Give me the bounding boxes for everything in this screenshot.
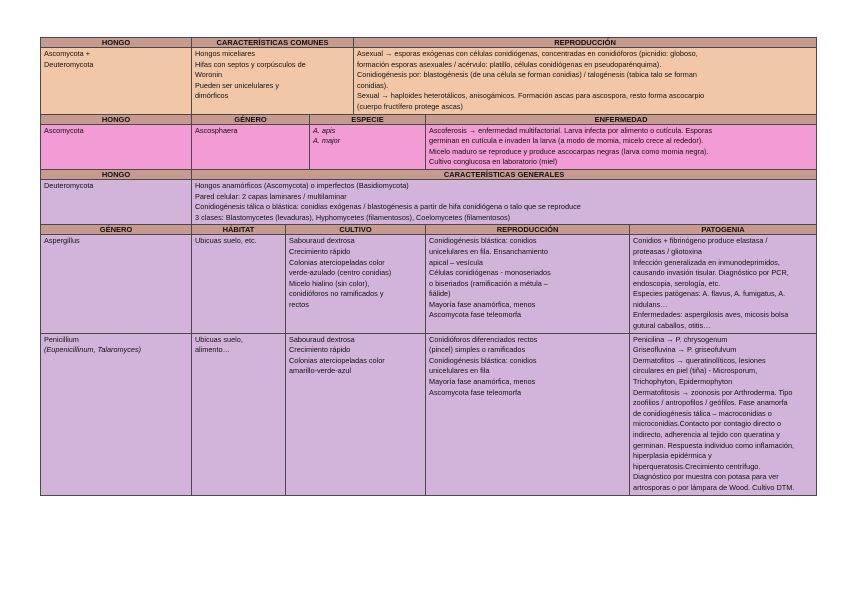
text-line: Pared celular: 2 capas laminares / multilaminar — [195, 191, 347, 201]
text-line: Micelo maduro se reproduce y produce ascocarpas negras (larva como momia negra). — [429, 146, 709, 156]
header-reproduccion: REPRODUCCIÓN — [354, 38, 817, 48]
text-line: Woronin — [195, 70, 223, 80]
hongo-line: Ascomycota + — [44, 49, 91, 58]
text-line: Dermatofitosis → zoonosis por Arthroderma. Tipo — [633, 387, 793, 397]
text-line: Ubicuas suelo, etc. — [195, 236, 257, 246]
text-line: Diagnóstico por muestra con potasa para ver — [633, 472, 779, 482]
text-line: Conidiogénesis tálica o blástica: conidias exógenas / blastogénesis a partir de hifa conidiógena o talo que se reproduce — [195, 202, 581, 212]
genero-name: Penicillium — [44, 334, 79, 344]
genero-cell — [41, 333, 192, 495]
caracteristicas-comunes-cell — [192, 48, 354, 115]
header-hongo: HONGO — [41, 169, 192, 179]
especie-line: A. apis — [313, 125, 336, 135]
text-line: Mayoría fase anamórfica, menos — [429, 377, 536, 387]
text-line: microconidias.Contacto por contagio directo o — [633, 419, 782, 429]
text-line: endoscopia, serología, etc. — [633, 278, 721, 288]
especie-cell — [310, 124, 426, 169]
text-line: Crecimiento rápido — [289, 345, 351, 355]
text-line: conidióforos no ramificados y — [289, 289, 384, 299]
patogenia-cell — [630, 333, 817, 495]
enfermedad-cell — [426, 124, 817, 169]
text-line: nidulans… — [633, 299, 668, 309]
especie-line: A. major — [313, 136, 341, 146]
table-row — [41, 235, 817, 333]
text-line: germinan. Respuesta individuo como inflamación, — [633, 440, 795, 450]
text-line: (pincel) simples o ramificados — [429, 345, 526, 355]
text-line: Infección generalizada en inmunodeprimidos, — [633, 257, 780, 267]
text-line: Dermatofitos → queratinolíticos, lesiones — [633, 355, 766, 365]
section3-header-row — [41, 169, 817, 179]
reproduccion-cell — [426, 235, 630, 333]
genero-name: Aspergillus — [44, 236, 80, 246]
genero-cell — [41, 235, 192, 333]
text-line: alimento… — [195, 345, 230, 355]
text-line: Cultivo conglucosa en laboratorio (miel) — [429, 157, 558, 167]
hongo-line: Deuteromycota — [44, 59, 94, 69]
text-line: Hifas con septos y corpúsculos de — [195, 59, 306, 69]
text-line: Sexual → haploides heterotálicos, anisogámicos. Formación ascas para ascospora, resto forma ascocarpio — [357, 91, 705, 101]
text-line: Asexual → esporas exógenas con células conidiógenas, concentradas en conidióforos (picnidio: globoso, — [357, 49, 698, 58]
section2-row — [41, 124, 817, 169]
text-line: Hongos anamórficos (Ascomycota) o imperfectos (Basidiomycota) — [195, 180, 409, 190]
text-line: rectos — [289, 299, 309, 309]
text-line: Células conidiógenas - monoseriados — [429, 268, 551, 278]
section3-row — [41, 179, 817, 224]
header-caracteristicas-generales: CARACTERÍSTICAS GENERALES — [192, 169, 817, 179]
text-line: (cuerpo fructífero protege ascas) — [357, 101, 463, 111]
text-line: amarillo-verde-azul — [289, 366, 352, 376]
text-line: dimórficos — [195, 91, 229, 101]
section1-header-row — [41, 38, 817, 48]
text-line: Colonias aterciopeladas color — [289, 355, 385, 365]
text-line: proteasas / gliotoxina — [633, 246, 702, 256]
cultivo-cell — [286, 235, 426, 333]
header-enfermedad: ENFERMEDAD — [426, 114, 817, 124]
text-line: conidias). — [357, 80, 389, 90]
header-hongo: HONGO — [41, 114, 192, 124]
header-genero: GÉNERO — [192, 114, 310, 124]
text-line: gutural caballos, otitis… — [633, 321, 711, 331]
text-line: Trichophyton, Epidermophyton — [633, 377, 733, 387]
genero-cell: Ascosphaera — [192, 124, 310, 169]
text-line: artrosporas o por lámpara de Wood. Cultivo DTM. — [633, 482, 795, 492]
text-line: Sabouraud dextrosa — [289, 334, 355, 344]
text-line: unicelulares en fila. Ensanchamiento — [429, 246, 548, 256]
text-line: Mayoría fase anamórfica, menos — [429, 299, 536, 309]
habitat-cell — [192, 235, 286, 333]
text-line: Pueden ser unicelulares y — [195, 80, 279, 90]
text-line: Ascomycota fase teleomorfa — [429, 387, 522, 397]
text-line: formación esporas asexuales / acérvulo: platillo, células conidiógenas en pseudoparénquima). — [357, 59, 662, 69]
text-line: Conidiogénesis por: blastogénesis (de una célula se forman conidias) / talogénesis (tabica talo se forman — [357, 70, 697, 80]
header-caracteristicas-comunes: CARACTERÍSTICAS COMUNES — [192, 38, 354, 48]
section2-header-row — [41, 114, 817, 124]
hongo-cell — [41, 48, 192, 115]
text-line: Micelo hialino (sin color), — [289, 278, 370, 288]
table-row — [41, 333, 817, 495]
genero-synonyms: (Eupenicillinum, Talaromyces) — [44, 345, 142, 355]
fungi-table — [40, 37, 817, 496]
header-patogenia: PATOGENIA — [630, 225, 817, 235]
text-line: 3 clases: Blastomycetes (levaduras), Hyphomycetes (filamentosos), Coelomycetes (filamentosos) — [195, 212, 511, 222]
text-line: o biseriados (ramificación a métula – — [429, 278, 548, 288]
text-line: indirecto, adherencia al tejido con queratina y — [633, 430, 780, 439]
text-line: Ascoferosis → enfermedad multifactorial. Larva infecta por alimento o cutícula. Esporas — [429, 125, 713, 135]
section4-header-row — [41, 225, 817, 235]
text-line: unicelulares en fila — [429, 366, 490, 376]
text-line: Crecimiento rápido — [289, 246, 351, 256]
cultivo-cell — [286, 333, 426, 495]
text-line: Conidios + fibrinógeno produce elastasa / — [633, 236, 768, 246]
header-cultivo: CULTIVO — [286, 225, 426, 235]
text-line: Hongos miceliares — [195, 49, 256, 58]
text-line: circulares en piel (tiña) - Microsporum, — [633, 366, 758, 376]
reproduccion-cell — [354, 48, 817, 115]
reproduccion-cell — [426, 333, 630, 495]
header-habitat: HÁBITAT — [192, 225, 286, 235]
text-line: hiperqueratosis.Crecimiento centrífugo. — [633, 461, 761, 471]
text-line: Colonias aterciopeladas color — [289, 257, 385, 267]
text-line: Ascomycota fase teleomorfa — [429, 310, 522, 320]
caracteristicas-generales-cell — [192, 179, 817, 224]
text-line: Ubicuas suelo, — [195, 334, 243, 344]
text-line: verde-azulado (centro conidias) — [289, 268, 392, 278]
text-line: Conidióforos diferenciados rectos — [429, 334, 538, 344]
text-line: Sabouraud dextrosa — [289, 236, 355, 246]
text-line: Griseofluvina → P. griseofulvum — [633, 345, 737, 355]
fungi-table-sheet — [40, 37, 816, 496]
section1-row — [41, 48, 817, 115]
text-line: Conidiogénesis blástica: conidios — [429, 355, 537, 365]
text-line: Penicilina → P. chrysogenum — [633, 334, 728, 344]
header-reproduccion: REPRODUCCIÓN — [426, 225, 630, 235]
text-line: Enfermedades: aspergilosis aves, micosis bolsa — [633, 310, 789, 320]
text-line: causando invasión tisular. Diagnóstico por PCR, — [633, 268, 789, 278]
text-line: Especies patógenas: A. flavus, A. fumigatus, A. — [633, 289, 786, 299]
habitat-cell — [192, 333, 286, 495]
text-line: Conidiogénesis blástica: conidios — [429, 236, 537, 246]
text-line: hiperplasia epidérmica y — [633, 451, 712, 461]
header-hongo: HONGO — [41, 38, 192, 48]
patogenia-cell — [630, 235, 817, 333]
text-line: zoofilios / antropofilos / geófilos. Fase anamorfa — [633, 398, 788, 408]
hongo-cell: Deuteromycota — [41, 179, 192, 224]
text-line: de conidiogénesis tálica – macroconidias o — [633, 408, 772, 418]
header-especie: ESPECIE — [310, 114, 426, 124]
text-line: apical – vesícula — [429, 257, 483, 267]
text-line: germinan en cutícula e invaden la larva (a modo de momia, micelo crece al rededor). — [429, 136, 704, 146]
text-line: fiálide) — [429, 289, 451, 299]
header-genero: GÉNERO — [41, 225, 192, 235]
hongo-cell: Ascomycota — [41, 124, 192, 169]
